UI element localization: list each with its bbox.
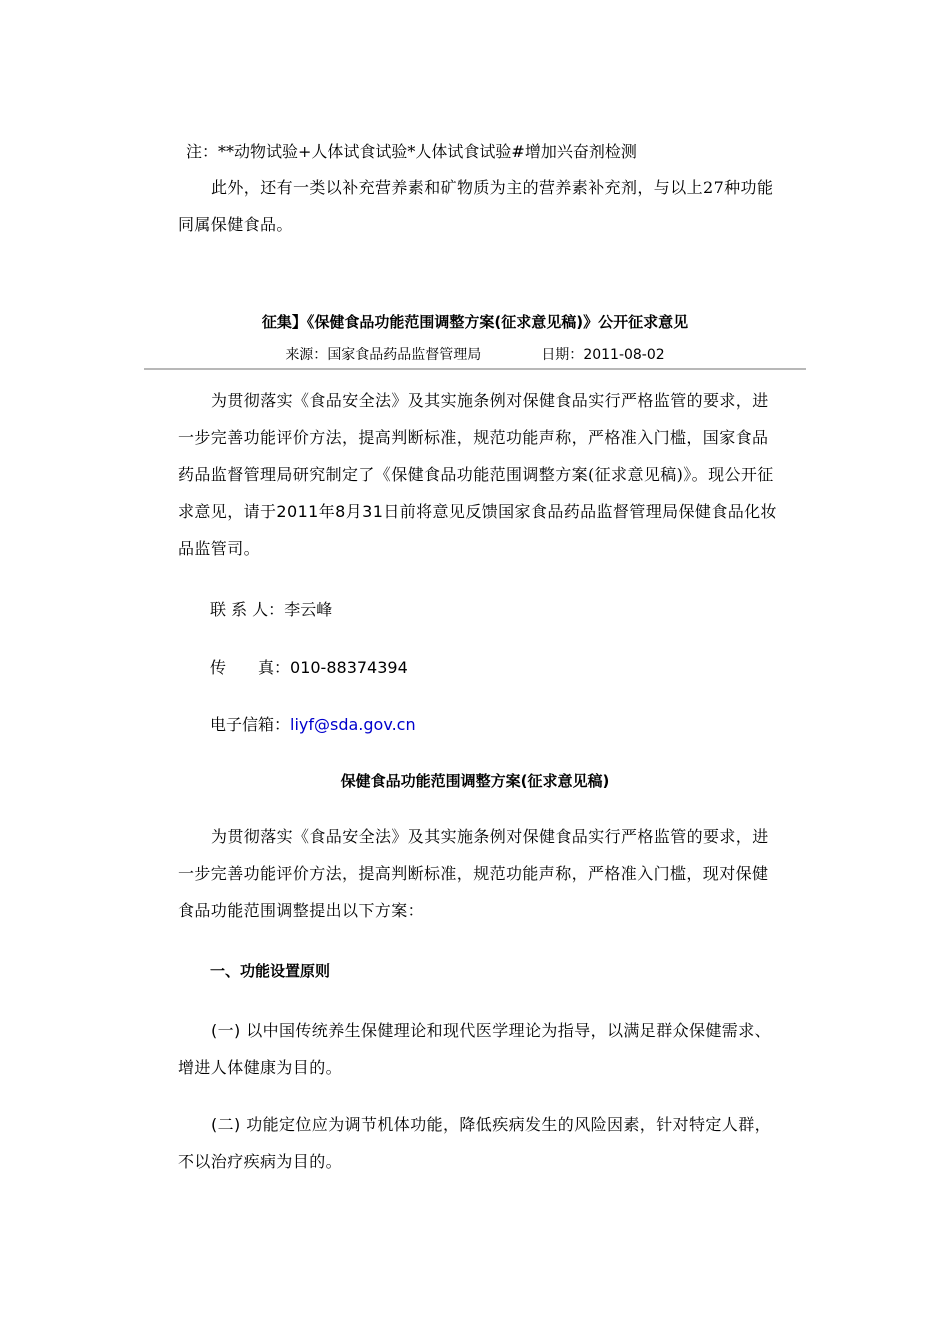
principle-text: 以中国传统养生保健理论和现代医学理论为指导，以满足群众保健需求、增进人体健康为目的。 xyxy=(178,1021,771,1077)
principle-item xyxy=(178,1012,778,1086)
principle-item xyxy=(178,1106,778,1180)
section-title: 一、功能设置原则 xyxy=(210,962,331,980)
contact-email-label: 电子信箱： xyxy=(210,715,291,734)
principle-number: (二) xyxy=(211,1115,241,1134)
contact-person-value: 李云峰 xyxy=(284,600,333,619)
contact-person-label: 联 系 人： xyxy=(210,600,285,619)
plan-intro-paragraph: 为贯彻落实《食品安全法》及其实施条例对保健食品实行严格监管的要求，进一步完善功能评价方法，提高判断标准，规范功能声称，严格准入门槛，现对保健食品功能范围调整提出以下方案： xyxy=(178,827,769,920)
deadline-day: 31 xyxy=(362,502,384,521)
contact-email xyxy=(210,712,416,735)
divider xyxy=(144,368,806,370)
headline: 征集】《保健食品功能范围调整方案(征求意见稿)》公开征求意见 xyxy=(261,313,689,331)
principle-text: 功能定位应为调节机体功能，降低疾病发生的风险因素，针对特定人群，不以治疗疾病为目的。 xyxy=(178,1115,771,1171)
source-value: 国家食品药品监督管理局 xyxy=(327,347,482,363)
source-line xyxy=(144,344,806,364)
principle-number: (一) xyxy=(211,1021,241,1040)
intro-text-prefix: 为贯彻落实《食品安全法》及其实施条例对保健食品实行严格监管的要求，进一步完善功能评价方法，提高判断标准，规范功能声称，严格准入门槛，国家食品药品监督管理局研究制定了《保健食品功能范围调整方案(征求意见稿)》。现公开征求意见，请于 xyxy=(178,391,774,521)
deadline-year-unit: 年 xyxy=(318,502,336,521)
date-value: 2011-08-02 xyxy=(583,347,665,363)
intro-paragraph xyxy=(178,382,778,567)
note-line: 注：**动物试验+人体试食试验*人体试食试验#增加兴奋剂检测 xyxy=(186,142,637,161)
intro-text-suffix: 日前将意见反馈国家食品药品监督管理局保健食品化妆品监管司。 xyxy=(178,502,777,558)
date-label: 日期： xyxy=(541,347,584,363)
deadline-month-unit: 月 xyxy=(345,502,363,521)
source-label: 来源： xyxy=(285,347,328,363)
plan-title: 保健食品功能范围调整方案(征求意见稿) xyxy=(340,772,610,790)
contact-fax-label: 传 真： xyxy=(210,658,291,677)
email-link[interactable]: liyf@sda.gov.cn xyxy=(290,715,416,734)
contact-fax-value: 010-88374394 xyxy=(290,658,408,677)
deadline-month: 8 xyxy=(335,502,346,521)
supplement-paragraph: 此外，还有一类以补充营养素和矿物质为主的营养素补充剂，与以上27种功能同属保健食品。 xyxy=(178,178,774,234)
contact-person xyxy=(210,597,332,620)
deadline-year: 2011 xyxy=(276,502,319,521)
contact-fax xyxy=(210,655,408,678)
